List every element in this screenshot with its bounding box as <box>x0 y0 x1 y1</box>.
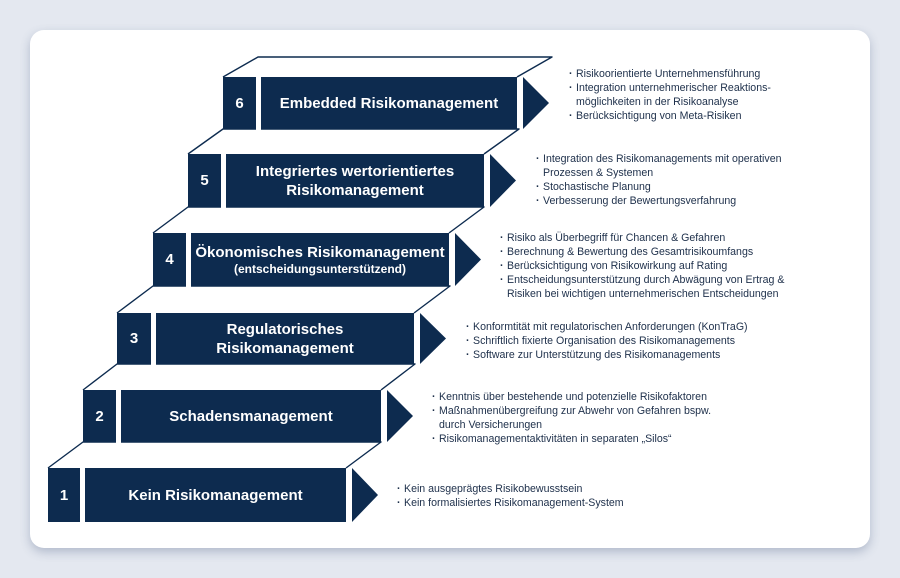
bullet-item: · Entscheidungsunterstützung durch Abwägung von Ertrag & Risiken bei wichtigen unternehmerischen Entscheidungen <box>500 273 784 301</box>
step-arrow <box>387 390 413 442</box>
bullet-item: · Maßnahmenübergreifung zur Abwehr von Gefahren bspw. durch Versicherungen <box>432 404 711 432</box>
step-number: 6 <box>235 94 244 112</box>
step-number: 1 <box>59 486 69 504</box>
step-number: 5 <box>200 172 209 189</box>
bullet-item: · Berücksichtigung von Risikowirkung auf Rating <box>500 259 784 273</box>
bullet-item: · Risiko als Überbegriff für Chancen & Gefahren <box>500 231 784 245</box>
bullet-item: · Verbesserung der Bewertungsverfahrung <box>536 194 781 208</box>
step-title <box>191 233 449 286</box>
step-title <box>121 390 381 442</box>
bullet-item: · Berücksichtigung von Meta-Risiken <box>569 109 771 123</box>
step-bullet-list <box>536 152 781 208</box>
bullet-item: · Konformtität mit regulatorischen Anforderungen (KonTraG) <box>466 320 748 334</box>
step-tread-outline <box>223 57 552 77</box>
bullet-item: · Stochastische Planung <box>536 180 781 194</box>
bullet-item: · Schriftlich fixierte Organisation des Risikomanagements <box>466 334 748 348</box>
step-arrow <box>523 77 549 129</box>
bullet-item: · Software zur Unterstützung des Risikomanagements <box>466 348 748 362</box>
step-title-text: Integriertes wertorientiertes Risikomanagement <box>255 162 455 199</box>
step-bullet-list <box>569 67 771 123</box>
step-arrow <box>420 313 446 364</box>
bullet-item: · Kein formalisiertes Risikomanagement-System <box>397 496 624 510</box>
step-bullet-list <box>397 482 624 510</box>
step-tread-outline <box>117 286 450 313</box>
step-tread-outline <box>48 442 381 468</box>
step-title <box>156 313 414 364</box>
step-title <box>226 154 484 207</box>
step-title-text: Schadensmanagement <box>169 407 333 425</box>
step-number: 3 <box>129 330 139 347</box>
step-title-text: Kein Risikomanagement <box>128 486 303 504</box>
step-title-text: Ökonomisches Risikomanagement <box>195 243 445 261</box>
step-arrow <box>352 468 378 522</box>
step-bullet-list <box>466 320 748 362</box>
step-title <box>85 468 346 522</box>
step-tread-outline <box>188 129 519 154</box>
bullet-item: · Kenntnis über bestehende und potenzielle Risikofaktoren <box>432 390 711 404</box>
bullet-item: · Integration unternehmerischer Reaktions- möglichkeiten in der Risikoanalyse <box>569 81 771 109</box>
step-title-text: Embedded Risikomanagement <box>279 94 499 112</box>
step-arrow <box>490 154 516 207</box>
step-bullet-list <box>500 231 784 301</box>
bullet-item: · Integration des Risikomanagements mit operativen Prozessen & Systemen <box>536 152 781 180</box>
step-title-text: Regulatorisches Risikomanagement <box>216 320 354 357</box>
bullet-item: · Berechnung & Bewertung des Gesamtrisikoumfangs <box>500 245 784 259</box>
step-tread-outline <box>83 364 415 390</box>
bullet-item: · Kein ausgeprägtes Risikobewusstsein <box>397 482 624 496</box>
step-number: 4 <box>165 251 174 268</box>
bullet-item: · Risikoorientierte Unternehmensführung <box>569 67 771 81</box>
step-tread-outline <box>153 207 484 233</box>
step-subtitle: (entscheidungsunterstützend) <box>233 261 406 276</box>
step-arrow <box>455 233 481 286</box>
bullet-item: · Risikomanagementaktivitäten in separaten „Silos“ <box>432 432 711 446</box>
step-bullet-list <box>432 390 711 446</box>
step-title <box>261 77 517 129</box>
step-number: 2 <box>95 407 104 425</box>
